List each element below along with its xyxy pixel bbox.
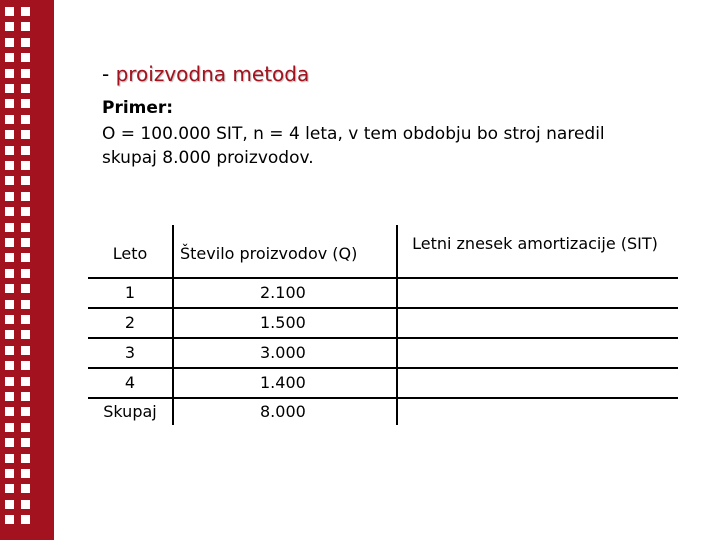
decorative-square	[5, 7, 14, 16]
cell-year-total: Skupaj	[103, 402, 157, 421]
decorative-square	[21, 469, 30, 478]
cell-year: 3	[124, 343, 136, 362]
decorative-square	[5, 161, 14, 170]
decorative-square	[21, 346, 30, 355]
decorative-square	[5, 223, 14, 232]
decorative-square	[5, 407, 14, 416]
decorative-square	[21, 392, 30, 401]
header-year: Leto	[112, 244, 148, 263]
decorative-square	[21, 223, 30, 232]
decorative-square	[21, 438, 30, 447]
decorative-square	[5, 423, 14, 432]
decorative-square	[21, 22, 30, 31]
title-bullet: -	[102, 62, 110, 86]
decorative-square	[5, 69, 14, 78]
depreciation-table	[88, 225, 678, 425]
decorative-square	[5, 346, 14, 355]
decorative-square	[21, 284, 30, 293]
cell-quantity: 3.000	[260, 343, 306, 362]
decorative-square	[5, 99, 14, 108]
decorative-square	[5, 361, 14, 370]
decorative-square	[21, 115, 30, 124]
decorative-square	[21, 484, 30, 493]
decorative-square	[21, 130, 30, 139]
decorative-square	[5, 84, 14, 93]
cell-year: 1	[124, 283, 136, 302]
decorative-square	[5, 392, 14, 401]
decorative-square	[21, 315, 30, 324]
decorative-square	[5, 438, 14, 447]
decorative-square	[5, 22, 14, 31]
decorative-square	[5, 176, 14, 185]
cell-year: 2	[124, 313, 136, 332]
decorative-square	[21, 330, 30, 339]
table-rule	[88, 397, 678, 399]
decorative-square	[21, 207, 30, 216]
decorative-side-band	[0, 0, 54, 540]
table-rule	[88, 367, 678, 369]
decorative-square	[5, 253, 14, 262]
decorative-square	[21, 515, 30, 524]
decorative-square	[21, 253, 30, 262]
decorative-square	[5, 207, 14, 216]
table-rule	[88, 337, 678, 339]
slide-title	[102, 61, 309, 87]
decorative-square	[21, 423, 30, 432]
decorative-square	[21, 84, 30, 93]
decorative-square	[5, 484, 14, 493]
decorative-square	[5, 269, 14, 278]
decorative-square	[21, 269, 30, 278]
decorative-square	[5, 500, 14, 509]
decorative-square	[5, 284, 14, 293]
decorative-square	[21, 99, 30, 108]
decorative-square	[21, 377, 30, 386]
decorative-square	[21, 454, 30, 463]
decorative-square	[21, 407, 30, 416]
table-divider	[396, 225, 398, 425]
decorative-square	[5, 469, 14, 478]
decorative-square	[5, 454, 14, 463]
decorative-square	[5, 38, 14, 47]
example-text: O = 100.000 SIT, n = 4 leta, v tem obdobju bo stroj naredil skupaj 8.000 proizvodov.	[102, 124, 605, 168]
cell-quantity: 1.500	[260, 313, 306, 332]
decorative-square	[21, 53, 30, 62]
cell-quantity-total: 8.000	[260, 402, 306, 421]
decorative-square	[21, 161, 30, 170]
decorative-square	[21, 300, 30, 309]
cell-quantity: 2.100	[260, 283, 306, 302]
decorative-square	[21, 176, 30, 185]
cell-year: 4	[124, 373, 136, 392]
decorative-square	[21, 500, 30, 509]
header-quantity: Število proizvodov (Q)	[180, 244, 358, 263]
decorative-square	[5, 315, 14, 324]
decorative-square	[5, 130, 14, 139]
table-rule	[88, 277, 678, 279]
decorative-square	[5, 146, 14, 155]
decorative-square	[5, 115, 14, 124]
decorative-square	[5, 515, 14, 524]
decorative-square	[21, 361, 30, 370]
decorative-square	[5, 377, 14, 386]
header-amount: Letni znesek amortizacije (SIT)	[412, 234, 658, 253]
decorative-square	[21, 146, 30, 155]
decorative-square	[5, 53, 14, 62]
cell-quantity: 1.400	[260, 373, 306, 392]
decorative-square	[21, 7, 30, 16]
decorative-square	[21, 192, 30, 201]
decorative-square	[5, 330, 14, 339]
decorative-square	[5, 238, 14, 247]
decorative-square	[21, 38, 30, 47]
title-text: proizvodna metoda	[115, 62, 310, 86]
table-rule	[88, 307, 678, 309]
decorative-square	[21, 69, 30, 78]
decorative-square	[5, 300, 14, 309]
example-label: Primer:	[102, 98, 174, 118]
table-divider	[172, 225, 174, 425]
decorative-square	[21, 238, 30, 247]
decorative-square	[5, 192, 14, 201]
